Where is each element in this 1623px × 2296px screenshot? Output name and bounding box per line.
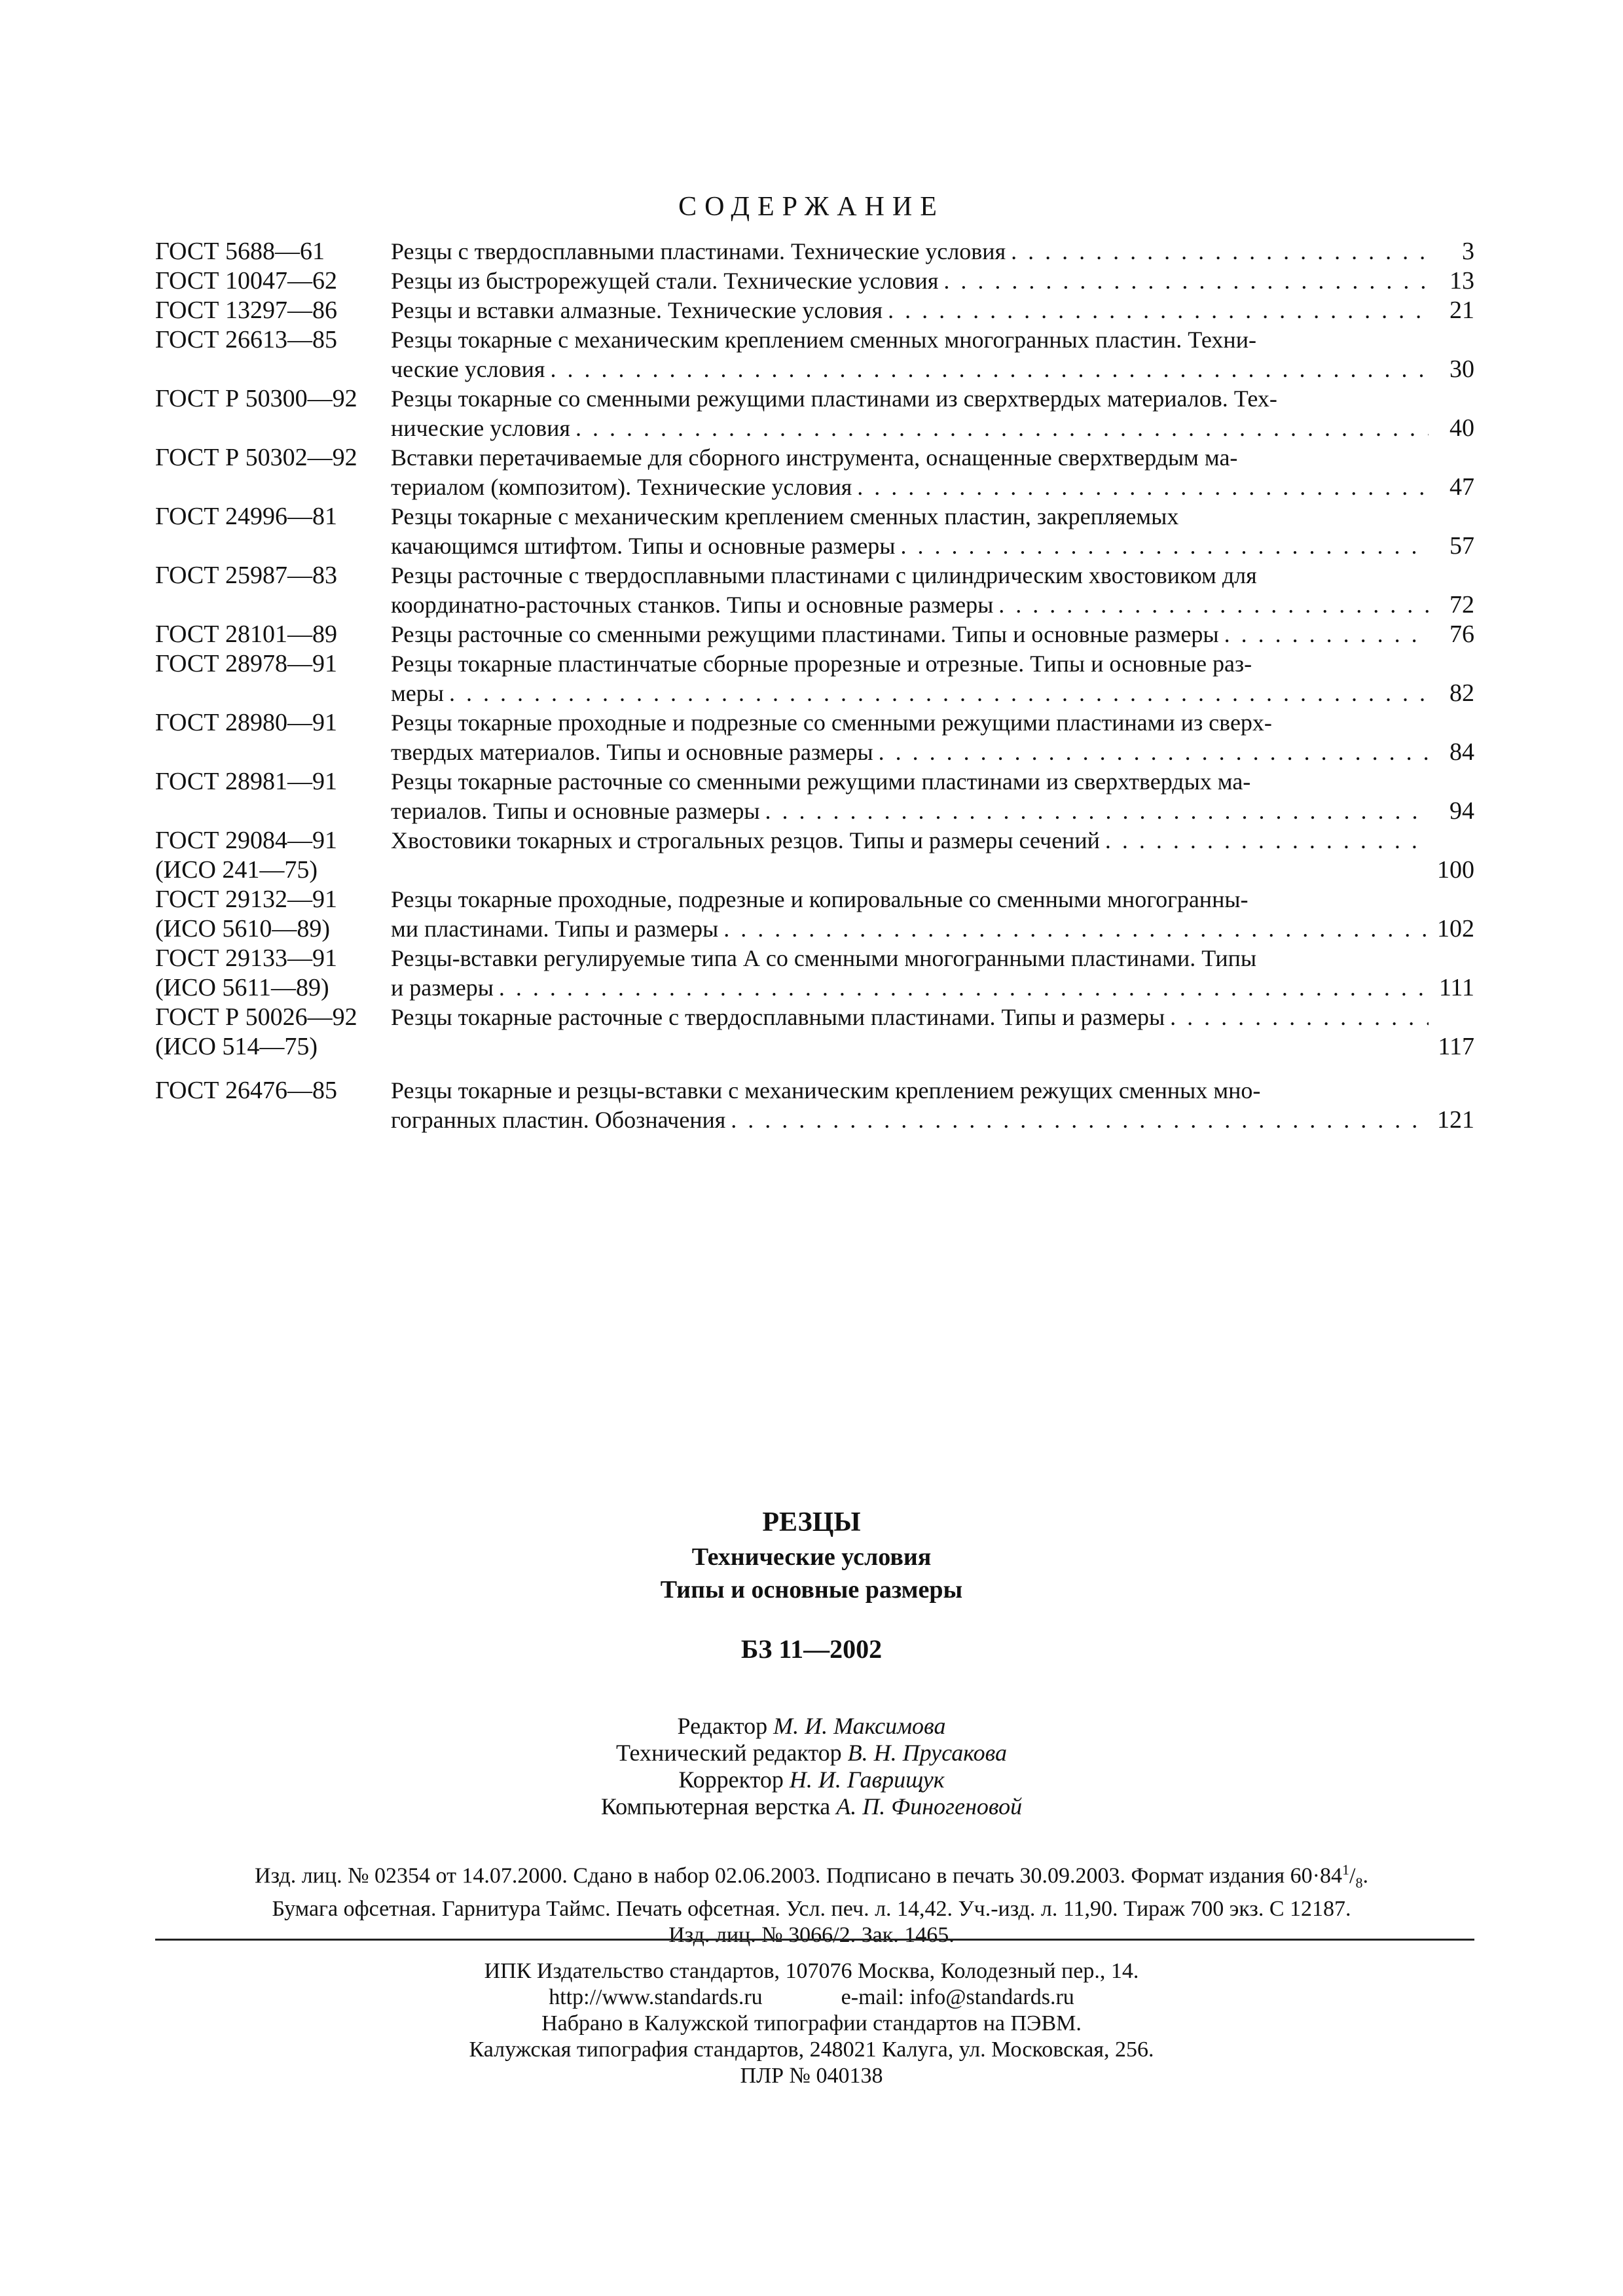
- toc-title-last-line: [391, 826, 1429, 855]
- toc-page-number: 13: [1450, 267, 1474, 295]
- toc-page-number: 82: [1450, 679, 1474, 707]
- toc-page-number: 111: [1438, 974, 1474, 1001]
- toc-description: [391, 885, 1429, 944]
- toc-leader-dots: [723, 914, 1429, 944]
- toc-page-number: 117: [1438, 1033, 1474, 1060]
- credit-layout: Компьютерная верстка А. П. Финогеновой: [600, 1793, 1023, 1820]
- toc-leader-dots: [550, 355, 1429, 384]
- toc-title-line: Резцы токарные пластинчатые сборные прорезные и отрезные. Типы и основные раз-: [391, 651, 1252, 677]
- toc-leader-dots: [1011, 237, 1429, 266]
- section-subtitle-1: Технические условия: [691, 1543, 932, 1571]
- toc-entry: [155, 944, 1474, 1003]
- toc-description: [391, 296, 1429, 325]
- imprint-line-3: Изд. лиц. № 3066/2. Зак. 1465.: [668, 1923, 955, 1948]
- toc-title-text: ческие условия: [391, 356, 545, 382]
- toc-description: [391, 237, 1429, 266]
- toc-code: ГОСТ 29132—91 (ИСО 5610—89): [155, 886, 337, 942]
- toc-entry: [155, 620, 1474, 649]
- toc-title-text: Резцы токарные расточные с твердосплавными пластинами. Типы и размеры: [391, 1004, 1165, 1030]
- toc-page-number: 47: [1450, 473, 1474, 501]
- toc-code: ГОСТ 28980—91: [155, 709, 337, 736]
- toc-page-number: 76: [1450, 620, 1474, 648]
- toc-leader-dots: [1105, 826, 1429, 855]
- toc-title-line: Резцы токарные проходные и подрезные со сменными режущими пластинами из сверх-: [391, 709, 1272, 736]
- credit-editor: Редактор М. И. Максимова: [677, 1713, 946, 1739]
- imprint-line-2: Бумага офсетная. Гарнитура Таймс. Печать офсетная. Усл. печ. л. 14,42. Уч.-изд. л. 11,90. Тираж 700 экз. С 12187.: [272, 1897, 1351, 1922]
- publisher-line-5: ПЛР № 040138: [740, 2064, 883, 2088]
- publisher-line-1: ИПК Издательство стандартов, 107076 Москва, Колодезный пер., 14.: [484, 1959, 1139, 1983]
- toc-code: ГОСТ 28981—91: [155, 768, 337, 795]
- toc-entry: [155, 885, 1474, 944]
- toc-description: [391, 1003, 1429, 1032]
- section-code: БЗ 11—2002: [740, 1634, 883, 1664]
- toc-description: [391, 944, 1429, 1003]
- toc-leader-dots: [1224, 620, 1429, 649]
- toc-title-last-line: [391, 679, 1429, 708]
- toc-description: [391, 826, 1429, 855]
- toc-leader-dots: [900, 531, 1429, 561]
- imprint-line-1: Изд. лиц. № 02354 от 14.07.2000. Сдано в набор 02.06.2003. Подписано в печать 30.09.2003. Формат издания $60\cdot 84^1/_8$.: [255, 1861, 1368, 1892]
- toc-code: ГОСТ 28101—89: [155, 620, 337, 648]
- toc-entry: [155, 502, 1474, 561]
- toc-leader-dots: [888, 296, 1429, 325]
- toc-title-text: Хвостовики токарных и строгальных резцов. Типы и размеры сечений: [391, 827, 1100, 853]
- publisher-email: e-mail: info@standards.ru: [841, 1985, 1074, 2009]
- toc-page-number: 94: [1450, 797, 1474, 825]
- toc-title-last-line: [391, 620, 1429, 649]
- toc-title-last-line: [391, 531, 1429, 561]
- toc-entry: [155, 443, 1474, 502]
- toc-entry: [155, 1076, 1474, 1135]
- toc-leader-dots: [1170, 1003, 1429, 1032]
- toc-title-text: Резцы с твердосплавными пластинами. Технические условия: [391, 238, 1006, 264]
- toc-title-text: Резцы из быстрорежущей стали. Технические условия: [391, 268, 939, 294]
- toc-title-line: Резцы токарные расточные со сменными режущими пластинами из сверхтвердых ма-: [391, 768, 1251, 795]
- toc-title-text: териалов. Типы и основные размеры: [391, 798, 760, 824]
- toc-title-last-line: [391, 296, 1429, 325]
- toc-code: ГОСТ 26476—85: [155, 1077, 337, 1104]
- toc-description: [391, 620, 1429, 649]
- toc-description: [391, 708, 1429, 767]
- toc-description: [391, 502, 1429, 561]
- toc-title-line: Резцы токарные с механическим креплением сменных многогранных пластин. Техни-: [391, 327, 1256, 353]
- toc-title-text: координатно-расточных станков. Типы и основные размеры: [391, 592, 994, 618]
- credit-proofreader: Корректор Н. И. Гаврищук: [678, 1767, 945, 1793]
- toc-page-number: 72: [1450, 591, 1474, 619]
- toc-page-number: 121: [1437, 1106, 1474, 1134]
- toc-code: ГОСТ Р 50300—92: [155, 385, 357, 412]
- toc-title-line: Вставки перетачиваемые для сборного инструмента, оснащенные сверхтвердым ма-: [391, 444, 1238, 471]
- toc-description: [391, 649, 1429, 708]
- toc-page-number: 100: [1437, 856, 1474, 884]
- toc-title: СОДЕРЖАНИЕ: [678, 192, 945, 222]
- toc-title-last-line: [391, 266, 1429, 296]
- toc-title-last-line: [391, 355, 1429, 384]
- publisher-line-4: Калужская типография стандартов, 248021 Калуга, ул. Московская, 256.: [469, 2037, 1154, 2062]
- toc-title-text: качающимся штифтом. Типы и основные размеры: [391, 533, 896, 559]
- toc-description: [391, 266, 1429, 296]
- toc-entry: [155, 708, 1474, 767]
- toc-title-last-line: [391, 973, 1429, 1003]
- toc-page-number: 40: [1450, 414, 1474, 442]
- toc-leader-dots: [575, 414, 1429, 443]
- credits: [0, 1713, 1623, 1820]
- toc-title-line: Резцы расточные с твердосплавными пластинами с цилиндрическим хвостовиком для: [391, 562, 1257, 588]
- toc-entry: [155, 561, 1474, 620]
- toc-entry: [155, 649, 1474, 708]
- toc-title-last-line: [391, 237, 1429, 266]
- toc-description: [391, 325, 1429, 384]
- imprint: [0, 1857, 1623, 1948]
- toc-code: ГОСТ 24996—81: [155, 503, 337, 530]
- toc-title-text: твердых материалов. Типы и основные размеры: [391, 739, 873, 765]
- toc-title-text: Резцы и вставки алмазные. Технические условия: [391, 297, 883, 323]
- toc-title-text: и размеры: [391, 975, 494, 1001]
- divider: [155, 1939, 1474, 1941]
- toc-code: ГОСТ 10047—62: [155, 267, 337, 295]
- toc-entry: [155, 266, 1474, 296]
- publisher-line-3: Набрано в Калужской типографии стандартов на ПЭВМ.: [541, 2011, 1082, 2036]
- credit-tech-editor: Технический редактор В. Н. Прусакова: [615, 1740, 1008, 1766]
- toc-description: [391, 443, 1429, 502]
- toc-entry: [155, 325, 1474, 384]
- toc-title-last-line: [391, 473, 1429, 502]
- toc-entry: [155, 826, 1474, 885]
- toc-leader-dots: [731, 1105, 1429, 1135]
- toc-code: ГОСТ Р 50026—92 (ИСО 514—75): [155, 1003, 357, 1060]
- table-of-contents: [155, 237, 1474, 1135]
- toc-leader-dots: [449, 679, 1429, 708]
- toc-leader-dots: [879, 738, 1429, 767]
- toc-title-last-line: [391, 414, 1429, 443]
- toc-description: [391, 1076, 1429, 1135]
- toc-title-last-line: [391, 590, 1429, 620]
- toc-code: ГОСТ Р 50302—92: [155, 444, 357, 471]
- toc-title-text: гогранных пластин. Обозначения: [391, 1107, 726, 1133]
- toc-title-line: Резцы-вставки регулируемые типа А со сменными многогранными пластинами. Типы: [391, 945, 1257, 971]
- toc-entry: [155, 1003, 1474, 1062]
- toc-page-number: 84: [1450, 738, 1474, 766]
- toc-title-line: Резцы токарные с механическим креплением сменных пластин, закрепляемых: [391, 503, 1179, 529]
- toc-leader-dots: [765, 797, 1429, 826]
- publisher-info: [0, 1958, 1623, 2089]
- toc-title-last-line: [391, 1105, 1429, 1135]
- toc-description: [391, 767, 1429, 826]
- toc-title-text: нические условия: [391, 415, 570, 441]
- toc-title-line: Резцы токарные и резцы-вставки с механическим креплением режущих сменных мно-: [391, 1077, 1261, 1103]
- toc-title-text: Резцы расточные со сменными режущими пластинами. Типы и основные размеры: [391, 621, 1219, 647]
- toc-leader-dots: [857, 473, 1429, 502]
- toc-title-text: териалом (композитом). Технические условия: [391, 474, 852, 500]
- toc-leader-dots: [499, 973, 1429, 1003]
- toc-entry: [155, 296, 1474, 325]
- toc-entry: [155, 237, 1474, 266]
- toc-code: ГОСТ 26613—85: [155, 326, 337, 353]
- toc-page-number: 102: [1437, 915, 1474, 942]
- toc-title-last-line: [391, 738, 1429, 767]
- publisher-url: http://www.standards.ru: [549, 1985, 763, 2009]
- toc-title-last-line: [391, 797, 1429, 826]
- toc-title-line: Резцы токарные проходные, подрезные и копировальные со сменными многогранны-: [391, 886, 1249, 912]
- toc-code: ГОСТ 13297—86: [155, 296, 337, 324]
- toc-leader-dots: [943, 266, 1429, 296]
- toc-description: [391, 561, 1429, 620]
- toc-entry: [155, 384, 1474, 443]
- toc-code: ГОСТ 29084—91 (ИСО 241—75): [155, 827, 337, 884]
- toc-page-number: 30: [1450, 355, 1474, 383]
- toc-code: ГОСТ 25987—83: [155, 562, 337, 589]
- toc-title-text: меры: [391, 680, 444, 706]
- section-title: РЕЗЦЫ: [762, 1507, 861, 1537]
- section-subtitle-2: Типы и основные размеры: [660, 1576, 963, 1604]
- publisher-contacts: [0, 1984, 1623, 2011]
- toc-description: [391, 384, 1429, 443]
- toc-title-text: ми пластинами. Типы и размеры: [391, 916, 719, 942]
- toc-page-number: 57: [1450, 532, 1474, 560]
- toc-code: ГОСТ 29133—91 (ИСО 5611—89): [155, 944, 337, 1001]
- toc-page-number: 21: [1450, 296, 1474, 324]
- toc-code: ГОСТ 28978—91: [155, 650, 337, 677]
- toc-entry: [155, 767, 1474, 826]
- toc-leader-dots: [998, 590, 1429, 620]
- toc-title-last-line: [391, 914, 1429, 944]
- toc-code: ГОСТ 5688—61: [155, 238, 325, 265]
- toc-page-number: 3: [1462, 238, 1474, 265]
- toc-title-line: Резцы токарные со сменными режущими пластинами из сверхтвердых материалов. Тех-: [391, 386, 1277, 412]
- toc-title-last-line: [391, 1003, 1429, 1032]
